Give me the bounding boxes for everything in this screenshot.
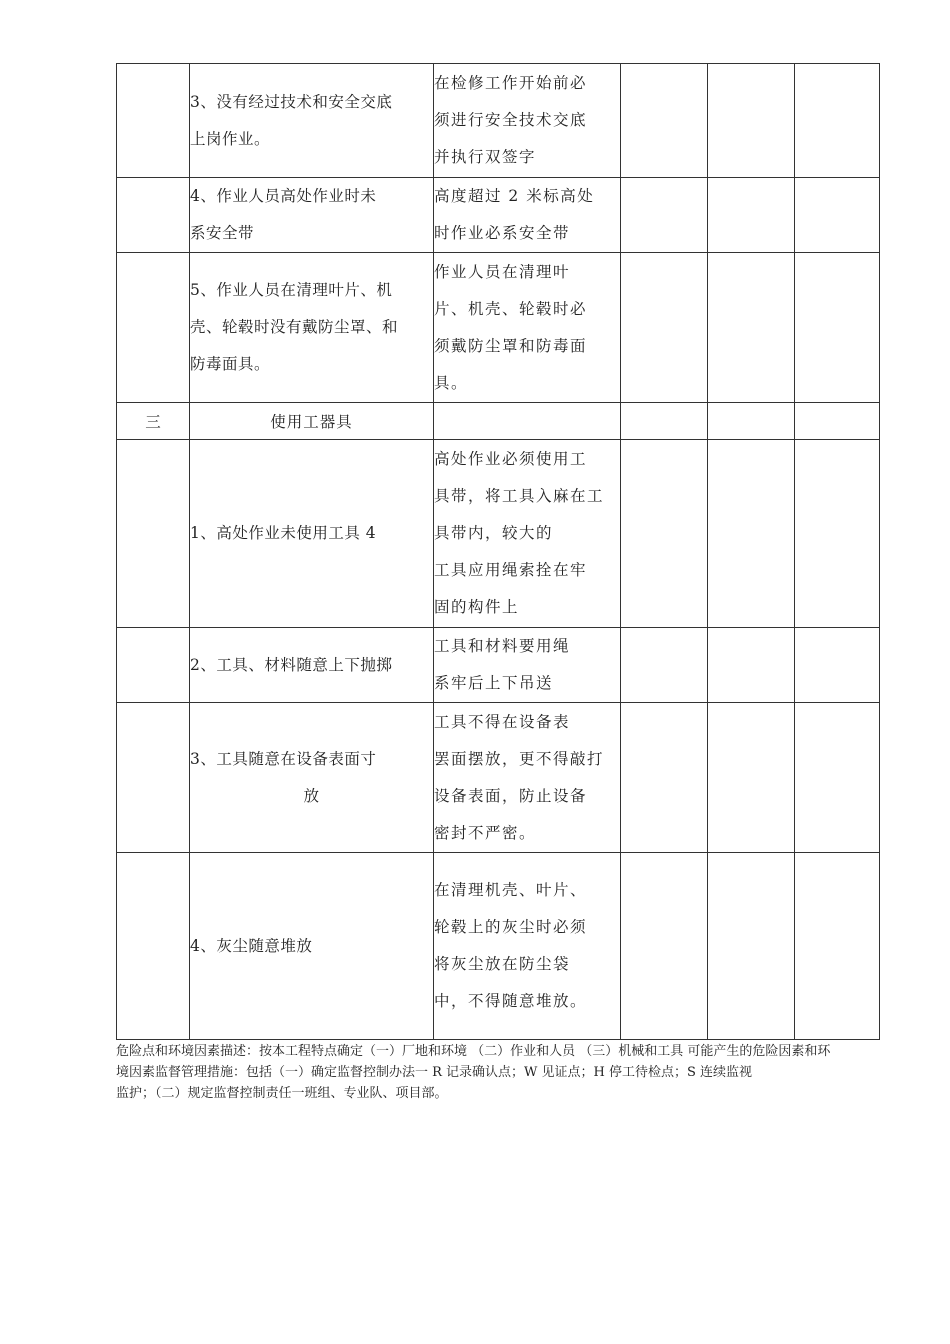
hazard-line: 5、作业人员在清理叶片、机 (190, 281, 393, 299)
empty-cell (621, 178, 708, 253)
row-number-cell (117, 253, 190, 403)
hazard-line: 放 (303, 786, 320, 805)
hazard-line: 3、没有经过技术和安全交底 (190, 92, 393, 111)
hazard-cell (190, 853, 434, 1040)
hazard-line: 1、高处作业未使用工具 4 (190, 524, 377, 542)
measure-line: 系牢后上下吊送 (434, 674, 554, 692)
empty-cell (621, 853, 708, 1040)
empty-cell (708, 253, 795, 403)
measure-line: 作业人员在清理叶 (434, 262, 571, 281)
empty-cell (708, 403, 795, 440)
empty-cell (434, 403, 621, 440)
measure-line: 并执行双签字 (434, 148, 537, 166)
measure-line: 工具不得在设备表 (434, 712, 571, 731)
measure-line: 将灰尘放在防尘袋 (434, 955, 571, 973)
row-number-cell (117, 628, 190, 703)
measure-cell (434, 64, 621, 178)
empty-cell (795, 253, 880, 403)
table-row (117, 853, 880, 1040)
empty-cell (621, 628, 708, 703)
hazard-line: 2、工具、材料随意上下抛掷 (190, 655, 393, 674)
measure-line: 在清理机壳、叶片、 (434, 881, 588, 899)
empty-cell (708, 853, 795, 1040)
measure-line: 须戴防尘罩和防毒面 (434, 336, 588, 355)
hazard-line: 防毒面具。 (190, 355, 271, 373)
empty-cell (621, 703, 708, 853)
measure-line: 中，不得随意堆放。 (434, 992, 588, 1010)
empty-cell (795, 64, 880, 178)
row-number-cell (117, 853, 190, 1040)
measure-line: 具。 (434, 373, 469, 392)
measure-cell (434, 703, 621, 853)
measure-line: 须进行安全技术交底 (434, 111, 588, 129)
table-row (117, 253, 880, 403)
hazard-line: 4、作业人员高处作业时未 (190, 187, 377, 205)
measure-line: 设备表面，防止设备 (434, 786, 588, 805)
row-number-cell (117, 178, 190, 253)
empty-cell (795, 703, 880, 853)
empty-cell (621, 403, 708, 440)
hazard-line: 3、工具随意在设备表面寸 (190, 749, 377, 768)
measure-line: 高处作业必须使用工 (434, 450, 588, 468)
section-title: 使用工器具 (190, 403, 434, 440)
hazard-line: 壳、轮毂时没有戴防尘罩、和 (190, 318, 399, 336)
empty-cell (708, 178, 795, 253)
empty-cell (795, 628, 880, 703)
measure-line: 高度超过 2 米标高处 (434, 187, 595, 205)
empty-cell (708, 703, 795, 853)
measure-cell (434, 253, 621, 403)
measure-cell (434, 440, 621, 628)
measure-line: 工具和材料要用绳 (434, 637, 571, 655)
hazard-line: 上岗作业。 (190, 129, 271, 148)
hazard-cell (190, 178, 434, 253)
measure-line: 罢面摆放，更不得敲打 (434, 749, 605, 768)
hazard-cell (190, 440, 434, 628)
measure-line: 具带，将工具入麻在工 (434, 487, 605, 505)
measure-line: 在检修工作开始前必 (434, 74, 588, 92)
measure-line: 工具应用绳索拴在牢 (434, 561, 588, 579)
hazard-cell (190, 253, 434, 403)
measure-cell (434, 853, 621, 1040)
footnote-line: 监护；（二）规定监督控制责任一班组、专业队、项目部。 (116, 1086, 448, 1101)
empty-cell (795, 853, 880, 1040)
hazard-line: 4、灰尘随意堆放 (190, 936, 313, 955)
empty-cell (795, 403, 880, 440)
measure-line: 片、机壳、轮毂时必 (434, 299, 588, 318)
empty-cell (708, 628, 795, 703)
measure-cell (434, 628, 621, 703)
empty-cell (621, 440, 708, 628)
hazard-cell (190, 64, 434, 178)
measure-cell (434, 178, 621, 253)
measure-line: 固的构件上 (434, 598, 520, 616)
empty-cell (621, 64, 708, 178)
risk-control-table (116, 63, 880, 1040)
hazard-line: 系安全带 (190, 224, 255, 242)
hazard-cell (190, 703, 434, 853)
empty-cell (708, 64, 795, 178)
table-row (117, 178, 880, 253)
hazard-cell (190, 628, 434, 703)
empty-cell (795, 178, 880, 253)
footnote-line: 境因素监督管理措施：包括（一）确定监督控制办法一 R 记录确认点；W 见证点；H 停工待检点；S 连续监视 (116, 1065, 753, 1080)
footnote-line: 危险点和环境因素描述：按本工程特点确定（一）厂地和环境 （二）作业和人员 （三）机械和工具 可能产生的危险因素和环 (116, 1044, 831, 1059)
row-number-cell (117, 440, 190, 628)
measure-line: 轮毂上的灰尘时必须 (434, 918, 588, 936)
empty-cell (795, 440, 880, 628)
table-row (117, 703, 880, 853)
measure-line: 密封不严密。 (434, 823, 537, 842)
section-header-row (117, 403, 880, 440)
row-number-cell (117, 64, 190, 178)
empty-cell (708, 440, 795, 628)
empty-cell (621, 253, 708, 403)
footnotes (116, 1041, 882, 1104)
row-number-cell (117, 703, 190, 853)
section-number: 三 (117, 403, 190, 440)
table-row (117, 64, 880, 178)
measure-line: 时作业必系安全带 (434, 224, 571, 242)
measure-line: 具带内，较大的 (434, 524, 554, 542)
table-row (117, 440, 880, 628)
table-row (117, 628, 880, 703)
